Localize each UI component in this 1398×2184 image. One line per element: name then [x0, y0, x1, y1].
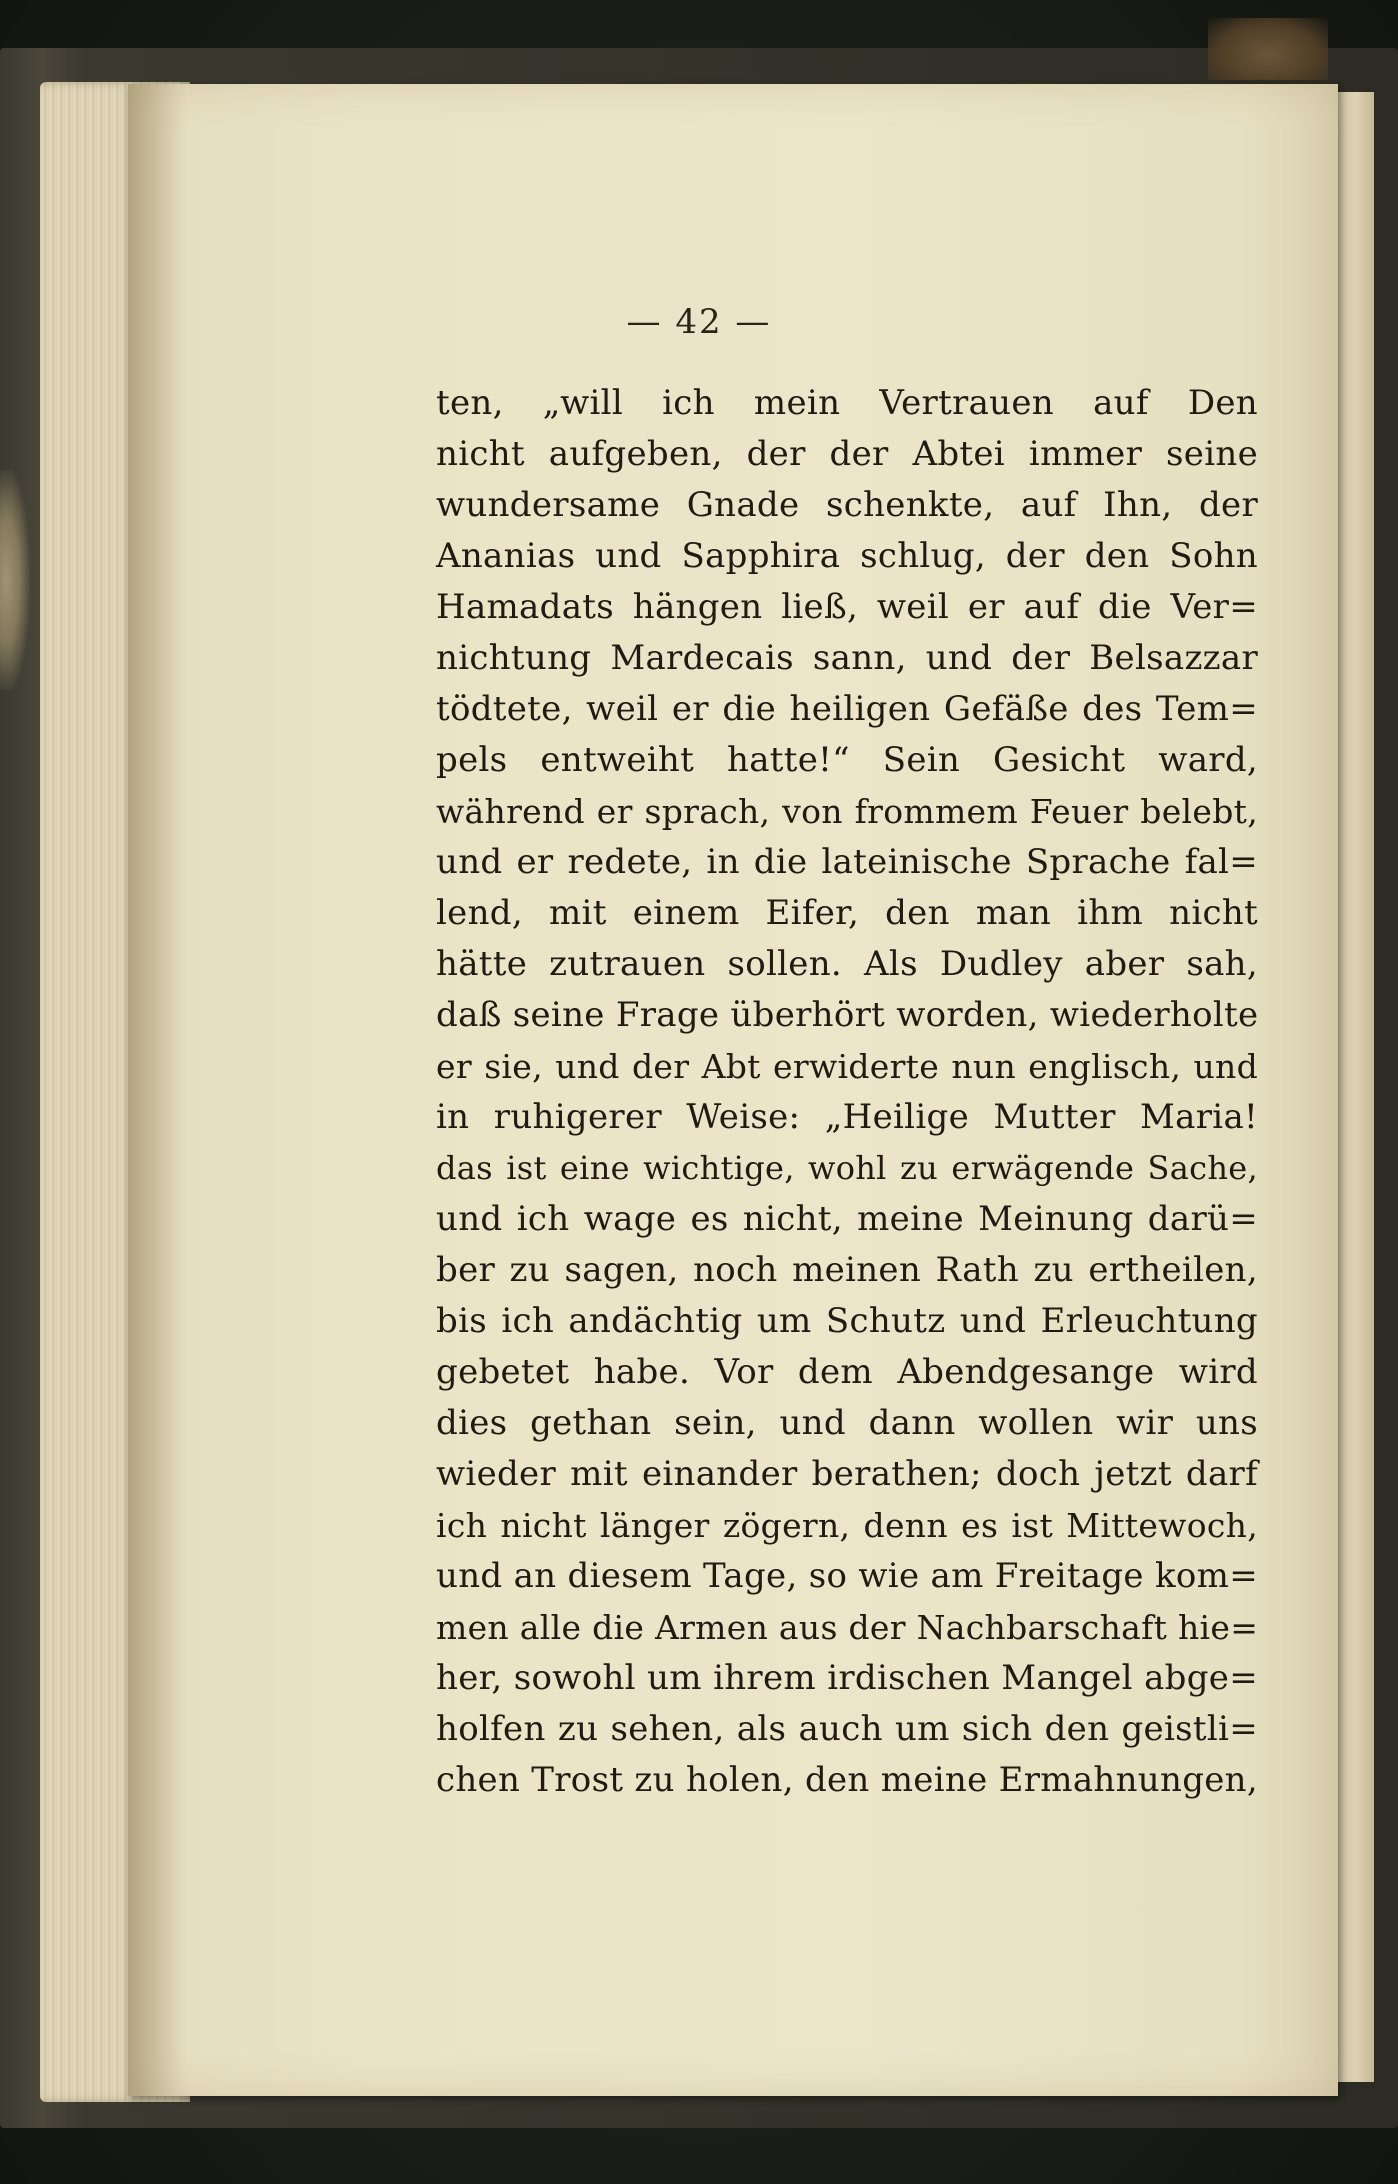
cover-corner	[1208, 18, 1328, 80]
text-line: tödtete, weil er die heiligen Gefäße des Tem=	[436, 689, 1258, 729]
text-line: und an diesem Tage, so wie am Freitage kom=	[436, 1556, 1258, 1596]
text-line: dies gethan sein, und dann wollen wir uns	[436, 1403, 1258, 1443]
text-line: und er redete, in die lateinische Sprache fal=	[436, 842, 1258, 882]
text-line: men alle die Armen aus der Nachbarschaft hie=	[436, 1608, 1259, 1647]
text-line: ten, „will ich mein Vertrauen auf Den	[436, 383, 1258, 423]
text-line: Ananias und Sapphira schlug, der den Sohn	[436, 536, 1258, 576]
text-line: chen Trost zu holen, den meine Ermahnungen,	[436, 1760, 1258, 1800]
text-line: während er sprach, von frommem Feuer belebt,	[436, 792, 1258, 831]
text-line: wundersame Gnade schenkte, auf Ihn, der	[436, 485, 1258, 525]
cover-wear-mark	[0, 470, 30, 690]
text-line: nicht aufgeben, der der Abtei immer seine	[436, 434, 1258, 474]
text-line: lend, mit einem Eifer, den man ihm nicht	[436, 893, 1258, 933]
text-line: holfen zu sehen, als auch um sich den geistli=	[436, 1709, 1258, 1749]
text-line: gebetet habe. Vor dem Abendgesange wird	[436, 1352, 1258, 1392]
text-line: her, sowohl um ihrem irdischen Mangel abge=	[436, 1658, 1258, 1698]
page-fore-edge	[1338, 92, 1374, 2082]
text-line: pels entweiht hatte!“ Sein Gesicht ward,	[436, 740, 1258, 780]
text-line: nichtung Mardecais sann, und der Belsazzar	[436, 638, 1258, 678]
text-line: ber zu sagen, noch meinen Rath zu ertheilen,	[436, 1250, 1258, 1290]
page-body-text	[436, 378, 1258, 1806]
gutter-shadow	[128, 84, 188, 2096]
text-line: bis ich andächtig um Schutz und Erleuchtung	[436, 1301, 1258, 1341]
text-line: ich nicht länger zögern, denn es ist Mittewoch,	[436, 1506, 1258, 1545]
text-line: er sie, und der Abt erwiderte nun englisch, und	[436, 1047, 1258, 1086]
page-number-header: — 42 —	[626, 302, 772, 342]
text-line: und ich wage es nicht, meine Meinung darü=	[436, 1199, 1258, 1239]
text-line: wieder mit einander berathen; doch jetzt darf	[436, 1454, 1258, 1494]
text-line: in ruhigerer Weise: „Heilige Mutter Maria!	[436, 1097, 1258, 1137]
text-line: Hamadats hängen ließ, weil er auf die Ver=	[436, 587, 1258, 627]
text-line: das ist eine wichtige, wohl zu erwägende Sache,	[436, 1149, 1258, 1187]
text-line: daß seine Frage überhört worden, wiederholte	[436, 995, 1259, 1035]
text-line: hätte zutrauen sollen. Als Dudley aber sah,	[436, 944, 1258, 984]
